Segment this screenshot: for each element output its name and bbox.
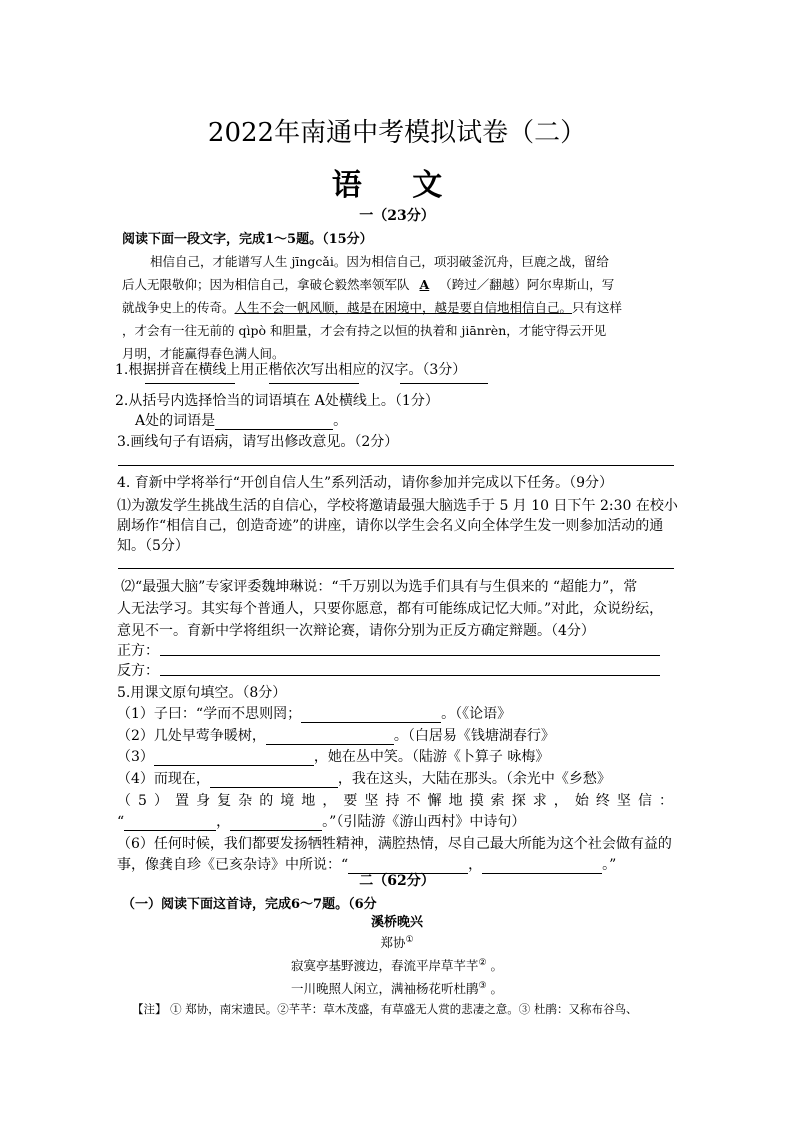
poem-author: 郑协: [380, 935, 406, 950]
item-5-blank-2[interactable]: [230, 816, 322, 831]
question-5-item-1: [117, 703, 511, 723]
question-4-2-line-2: 人无法学习。其实每个普通人，只要你愿意，都有可能练成记忆大师。”对此，众说纷纭，: [117, 601, 664, 617]
item-5-blank-1[interactable]: [124, 816, 216, 831]
con-label: 反方：: [117, 663, 159, 679]
question-4-2-line-3: 意见不一。育新中学将组织一次辩论赛，请你分别为正反方确定辩题。（4分）: [117, 623, 595, 639]
underlined-sentence: 人生不会一帆风顺，越是在困境中，越是要自信地相信自己。: [234, 300, 573, 315]
question-5-item-4: [117, 768, 611, 788]
con-answer-line[interactable]: [160, 675, 660, 676]
item-2-blank[interactable]: [266, 730, 394, 745]
answer-blank-a[interactable]: [215, 415, 333, 430]
passage-line-4: ，才会有一往无前的 qìpò 和胆量，才会有持之以恒的执着和 jiānrèn，才能守得云开见: [122, 323, 607, 338]
poem-line-1-end: 。: [486, 958, 504, 973]
item-3-blank[interactable]: [154, 751, 314, 766]
poem-line-2-end: 。: [486, 981, 504, 996]
passage-line-3-text: 就战争史上的传奇。: [122, 300, 235, 315]
question-1: 1.根据拼音在横线上用正楷依次写出相应的汉字。（3分）: [115, 362, 467, 378]
passage-line-2-tail: （跨过／翻越）阿尔卑斯山，写: [439, 277, 615, 292]
item-6-comma: ，: [468, 857, 483, 873]
question-4-2-line-1: ⑵“最强大脑”专家评委魏坤琳说：“千万别以为选手们具有与生俱来的 “超能力”，常: [121, 579, 638, 595]
item-5-open-quote: “: [117, 814, 125, 830]
question-5-item-5-line-1: （5）置身复杂的境地，要坚持不懈地摸索探求，始终坚信：: [117, 793, 673, 809]
poem-author-line: [0, 933, 794, 951]
poem-line-1: [0, 956, 794, 974]
answer-line-3[interactable]: [118, 465, 674, 466]
passage-line-3-tail: 只有这样: [572, 300, 623, 315]
question-5: 5.用课文原句填空。（8分）: [117, 685, 287, 701]
question-5-item-3: [117, 746, 549, 766]
question-4: 4. 育新中学将举行“开创自信人生”系列活动，请你参加并完成以下任务。（9分）: [117, 475, 614, 491]
item-4-blank[interactable]: [210, 773, 338, 788]
poem-title: 溪桥晚兴: [370, 915, 423, 930]
item-4-suffix: ，我在这头，大陆在那头。（余光中《乡愁》: [337, 771, 611, 787]
item-3-suffix: ，她在丛中笑。（陆游《卜算子 咏梅》: [313, 749, 550, 765]
question-4-1-line-1: ⑴为激发学生挑战生活的自信心，学校将邀请最强大脑选手于 5 月 10 日下午 2:30 在校小: [117, 498, 678, 514]
part2-heading: 二（62分）: [359, 873, 435, 889]
item-1-blank[interactable]: [301, 708, 441, 723]
answer-line-4-1[interactable]: [118, 568, 674, 569]
blank-a: A: [419, 277, 430, 292]
question-2: 2.从括号内选择恰当的词语填在 A处横线上。（1分）: [115, 393, 439, 409]
pro-answer-line[interactable]: [160, 655, 660, 656]
passage-line-1: 相信自己，才能谱写人生 jīngcǎi。因为相信自己，项羽破釜沉舟，巨鹿之战，留给: [150, 254, 609, 269]
poem-author-note: ①: [405, 934, 414, 945]
question-4-1-line-3: 知。（5分）: [117, 538, 189, 554]
item-5-comma: ，: [216, 814, 231, 830]
reading1-instruction: 阅读下面一段文字，完成1～5题。（15分）: [122, 232, 373, 247]
item-2-prefix: （2）几处早莺争暖树，: [117, 728, 266, 744]
answer-suffix: 。: [333, 413, 348, 429]
passage-line-3: [122, 298, 622, 316]
question-3: 3.画线句子有语病，请写出修改意见。（2分）: [117, 434, 399, 450]
poem-line-2: [0, 979, 794, 997]
question-4-1-line-2: 剧场作“相信自己，创造奇迹”的讲座，请你以学生会名义向全体学生发一则参加活动的通: [117, 518, 664, 534]
item-1-prefix: （1）子曰：“学而不思则罔；: [117, 706, 302, 722]
exam-title: 2022年南通中考模拟试卷（二）: [207, 118, 587, 148]
passage-line-5: 月明，才能赢得春色满人间。: [122, 346, 285, 361]
poem-line-2-text: 一川晚照人闲立，满袖杨花听杜鹃: [290, 981, 479, 996]
subject-title: 语 文: [331, 168, 463, 203]
question-5-item-2: [117, 725, 555, 745]
question-2-answer: [135, 410, 347, 430]
answer-prefix: A处的词语是: [135, 413, 216, 429]
item-3-prefix: （3）: [117, 749, 154, 765]
poem-line-1-note: ②: [478, 957, 487, 968]
question-5-item-5-line-2: [117, 811, 525, 831]
part1-heading: 一（23分）: [359, 208, 435, 224]
answer-line-1c[interactable]: [400, 383, 488, 384]
passage-line-2-text: 后人无限敬仰；因为相信自己，拿破仑毅然率领军队: [122, 277, 410, 292]
answer-line-1b[interactable]: [269, 383, 359, 384]
item-4-prefix: （4）而现在，: [117, 771, 210, 787]
part2-instruction: （一）阅读下面这首诗，完成6～7题。（6分: [122, 897, 377, 912]
item-2-suffix: 。（白居易《钱塘湖春行》: [393, 728, 555, 744]
question-5-item-6-line-1: （6）任何时候，我们都要发扬牺牲精神，满腔热情，尽自己最大所能为这个社会做有益的: [117, 836, 672, 852]
item-5-suffix: 。”（引陆游《游山西村》中诗句）: [322, 814, 526, 830]
answer-line-1a[interactable]: [145, 383, 235, 384]
poem-line-2-note: ③: [478, 980, 487, 991]
item-6-prefix: 事，像龚自珍《已亥杂诗》中所说：“: [117, 857, 349, 873]
poem-notes: 【注】 ① 郑协，南宋遗民。②芊芊：草木茂盛，有草盛无人赏的悲凄之意。③ 杜鹃：又称布谷鸟、: [132, 1002, 638, 1016]
passage-line-2: [122, 275, 614, 293]
poem-line-1-text: 寂寞亭基野渡边，春流平岸草芊芊: [290, 958, 479, 973]
item-1-suffix: 。（《论语》: [441, 706, 512, 722]
pro-label: 正方：: [117, 643, 159, 659]
item-6-suffix: 。”: [602, 857, 617, 873]
